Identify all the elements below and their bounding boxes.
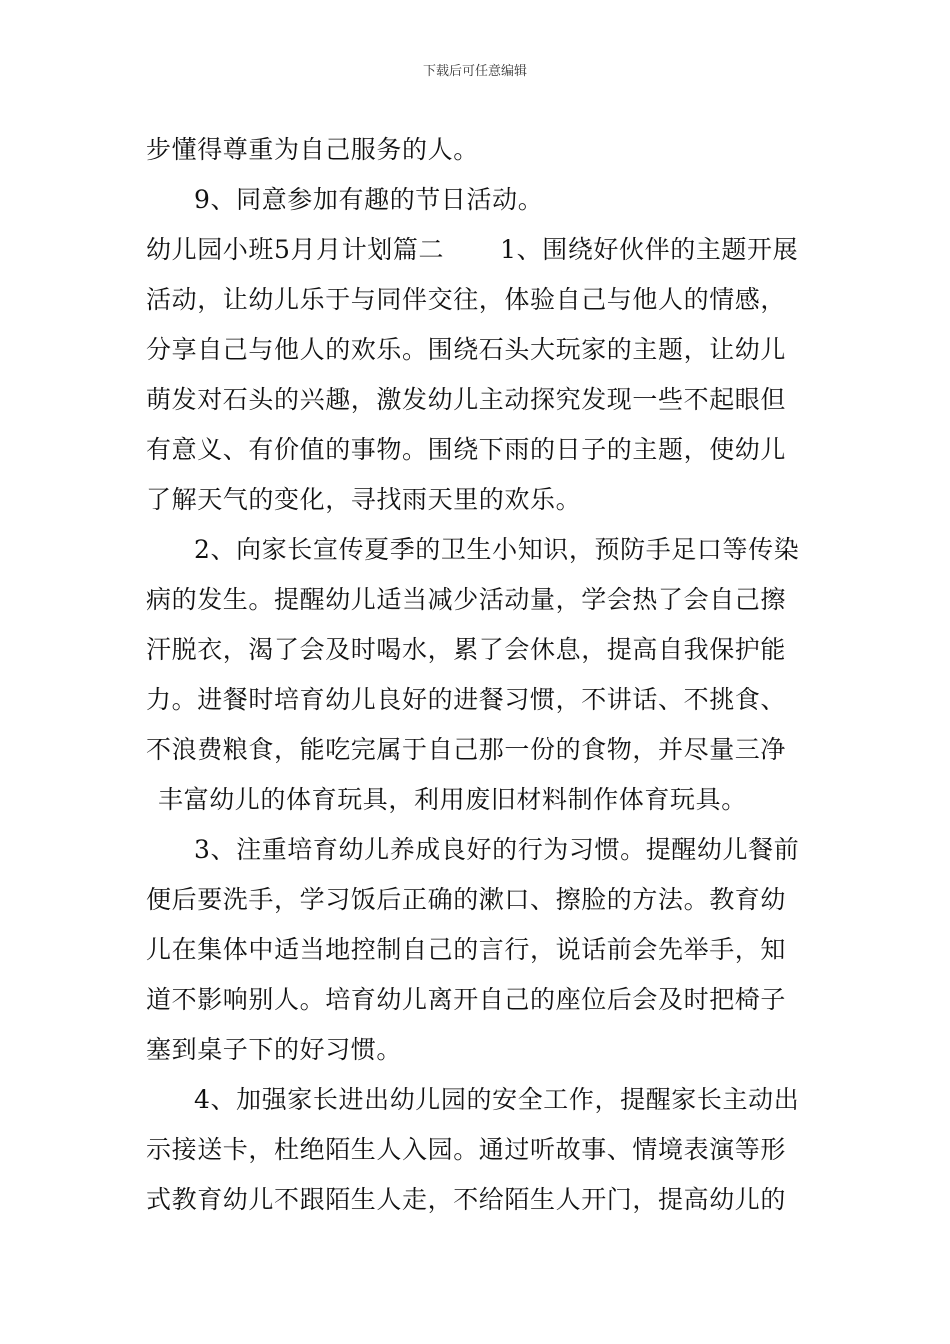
- text-line: 2、向家长宣传夏季的卫生小知识，预防手足口等传染: [194, 535, 800, 564]
- text-line: 活动，让幼儿乐于与同伴交往，体验自己与他人的情感，: [146, 285, 787, 314]
- text-line: 步懂得尊重为自己服务的人。: [146, 135, 479, 164]
- text-line: 4、加强家长进出幼儿园的安全工作，提醒家长主动出: [194, 1085, 800, 1114]
- text-line: 式教育幼儿不跟陌生人走，不给陌生人开门，提高幼儿的: [146, 1185, 787, 1214]
- text-line: 病的发生。提醒幼儿适当减少活动量，学会热了会自己擦: [146, 585, 787, 614]
- document-body: [146, 125, 810, 1225]
- text-line: 力。进餐时培育幼儿良好的进餐习惯，不讲话、不挑食、: [146, 685, 787, 714]
- text-line: 了解天气的变化，寻找雨天里的欢乐。: [146, 485, 582, 514]
- text-line: 萌发对石头的兴趣，激发幼儿主动探究发现一些不起眼但: [146, 385, 787, 414]
- text-line: 道不影响别人。培育幼儿离开自己的座位后会及时把椅子: [146, 985, 787, 1014]
- section-title: 幼儿园小班5月月计划篇二: [146, 235, 445, 264]
- text-line: 塞到桌子下的好习惯。: [146, 1035, 403, 1064]
- text-line: 1、围绕好伙伴的主题开展: [500, 235, 799, 264]
- text-line: 不浪费粮食，能吃完属于自己那一份的食物，并尽量三净: [146, 735, 787, 764]
- text-line: 9、同意参加有趣的节日活动。: [194, 185, 544, 214]
- page-header: 下载后可任意编辑: [422, 64, 527, 79]
- text-line: 汗脱衣，渴了会及时喝水，累了会休息，提高自我保护能: [146, 635, 787, 664]
- text-line: 儿在集体中适当地控制自己的言行，说话前会先举手，知: [146, 935, 787, 964]
- text-line: 分享自己与他人的欢乐。围绕石头大玩家的主题，让幼儿: [146, 335, 787, 364]
- text-line: 3、注重培育幼儿养成良好的行为习惯。提醒幼儿餐前: [194, 835, 800, 864]
- section-title-line: [146, 225, 810, 275]
- text-line: 示接送卡，杜绝陌生人入园。通过听故事、情境表演等形: [146, 1135, 787, 1164]
- text-line: 丰富幼儿的体育玩具，利用废旧材料制作体育玩具。: [158, 785, 747, 814]
- text-line: 有意义、有价值的事物。围绕下雨的日子的主题，使幼儿: [146, 435, 787, 464]
- text-line: 便后要洗手，学习饭后正确的漱口、擦脸的方法。教育幼: [146, 885, 787, 914]
